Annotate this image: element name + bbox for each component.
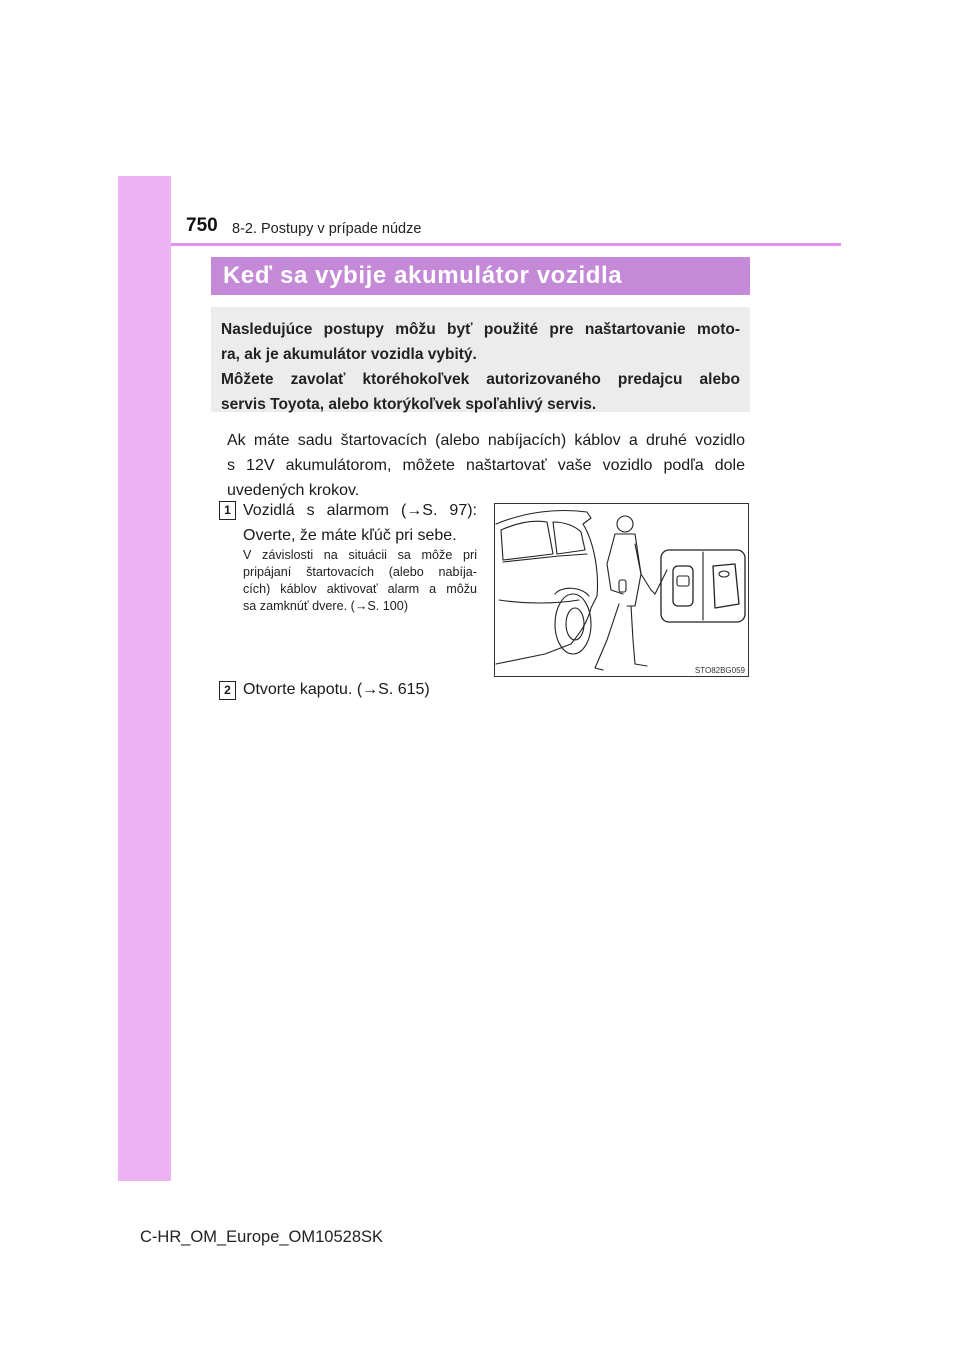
car-wheel [555, 594, 591, 654]
intro-line: Nasledujúce postupy môžu byť použité pre naštartovanie moto- [221, 321, 740, 338]
person-head [617, 516, 633, 532]
intro-line: servis Toyota, alebo ktorýkoľvek spoľahlivý servis. [221, 396, 597, 413]
page-number: 750 [186, 215, 218, 236]
note-line: pripájaní štartovacích (alebo nabíja- [243, 565, 477, 579]
body-line: Ak máte sadu štartovacích (alebo nabíjacích) káblov a druhé vozidlo [227, 432, 745, 449]
illustration-drawing [495, 504, 749, 677]
note-line: sa zamknúť dvere. (→S. 100) [243, 599, 409, 613]
intro-line: Môžete zavolať ktoréhokoľvek autorizovaného predajcu alebo [221, 371, 740, 388]
header-divider [171, 243, 841, 246]
key-fob-angled [713, 564, 739, 608]
intro-box [211, 307, 750, 412]
intro-line: ra, ak je akumulátor vozidla vybitý. [221, 346, 477, 363]
step-1-line-1: Vozidlá s alarmom (→S. 97): [243, 502, 477, 519]
step-1-badge: 1 [219, 501, 236, 520]
body-line: uvedených krokov. [227, 482, 360, 499]
illustration-person-with-key [494, 503, 749, 677]
step-1-line-2: Overte, že máte kľúč pri sebe. [243, 527, 457, 544]
person-body [615, 534, 641, 606]
chapter-side-tab [118, 176, 171, 1181]
key-in-hand [619, 580, 626, 592]
chapter-title: 8-2. Postupy v prípade núdze [232, 221, 422, 237]
note-line: cích) káblov aktivovať alarm a môžu [243, 582, 477, 596]
note-line: V závislosti na situácii sa môže pri [243, 548, 477, 562]
figure-code: STO82BG059 [694, 666, 745, 675]
section-banner [211, 257, 750, 295]
step-2-badge: 2 [219, 681, 236, 700]
car-window [501, 521, 553, 560]
step-1-text [243, 498, 477, 548]
car-hub [566, 608, 584, 640]
section-title: Keď sa vybije akumulátor vozidla [223, 262, 623, 289]
body-line: s 12V akumulátorom, môžete naštartovať vaše vozidlo podľa dole [227, 457, 745, 474]
step-2-text: Otvorte kapotu. (→S. 615) [243, 681, 430, 698]
car-lower-body [499, 600, 579, 603]
step-1-note [243, 547, 477, 615]
person-leg [595, 604, 619, 670]
body-paragraph [227, 428, 745, 503]
car-outline [496, 511, 597, 665]
footer-document-code: C-HR_OM_Europe_OM10528SK [140, 1228, 384, 1246]
car-rear-window [553, 522, 585, 554]
